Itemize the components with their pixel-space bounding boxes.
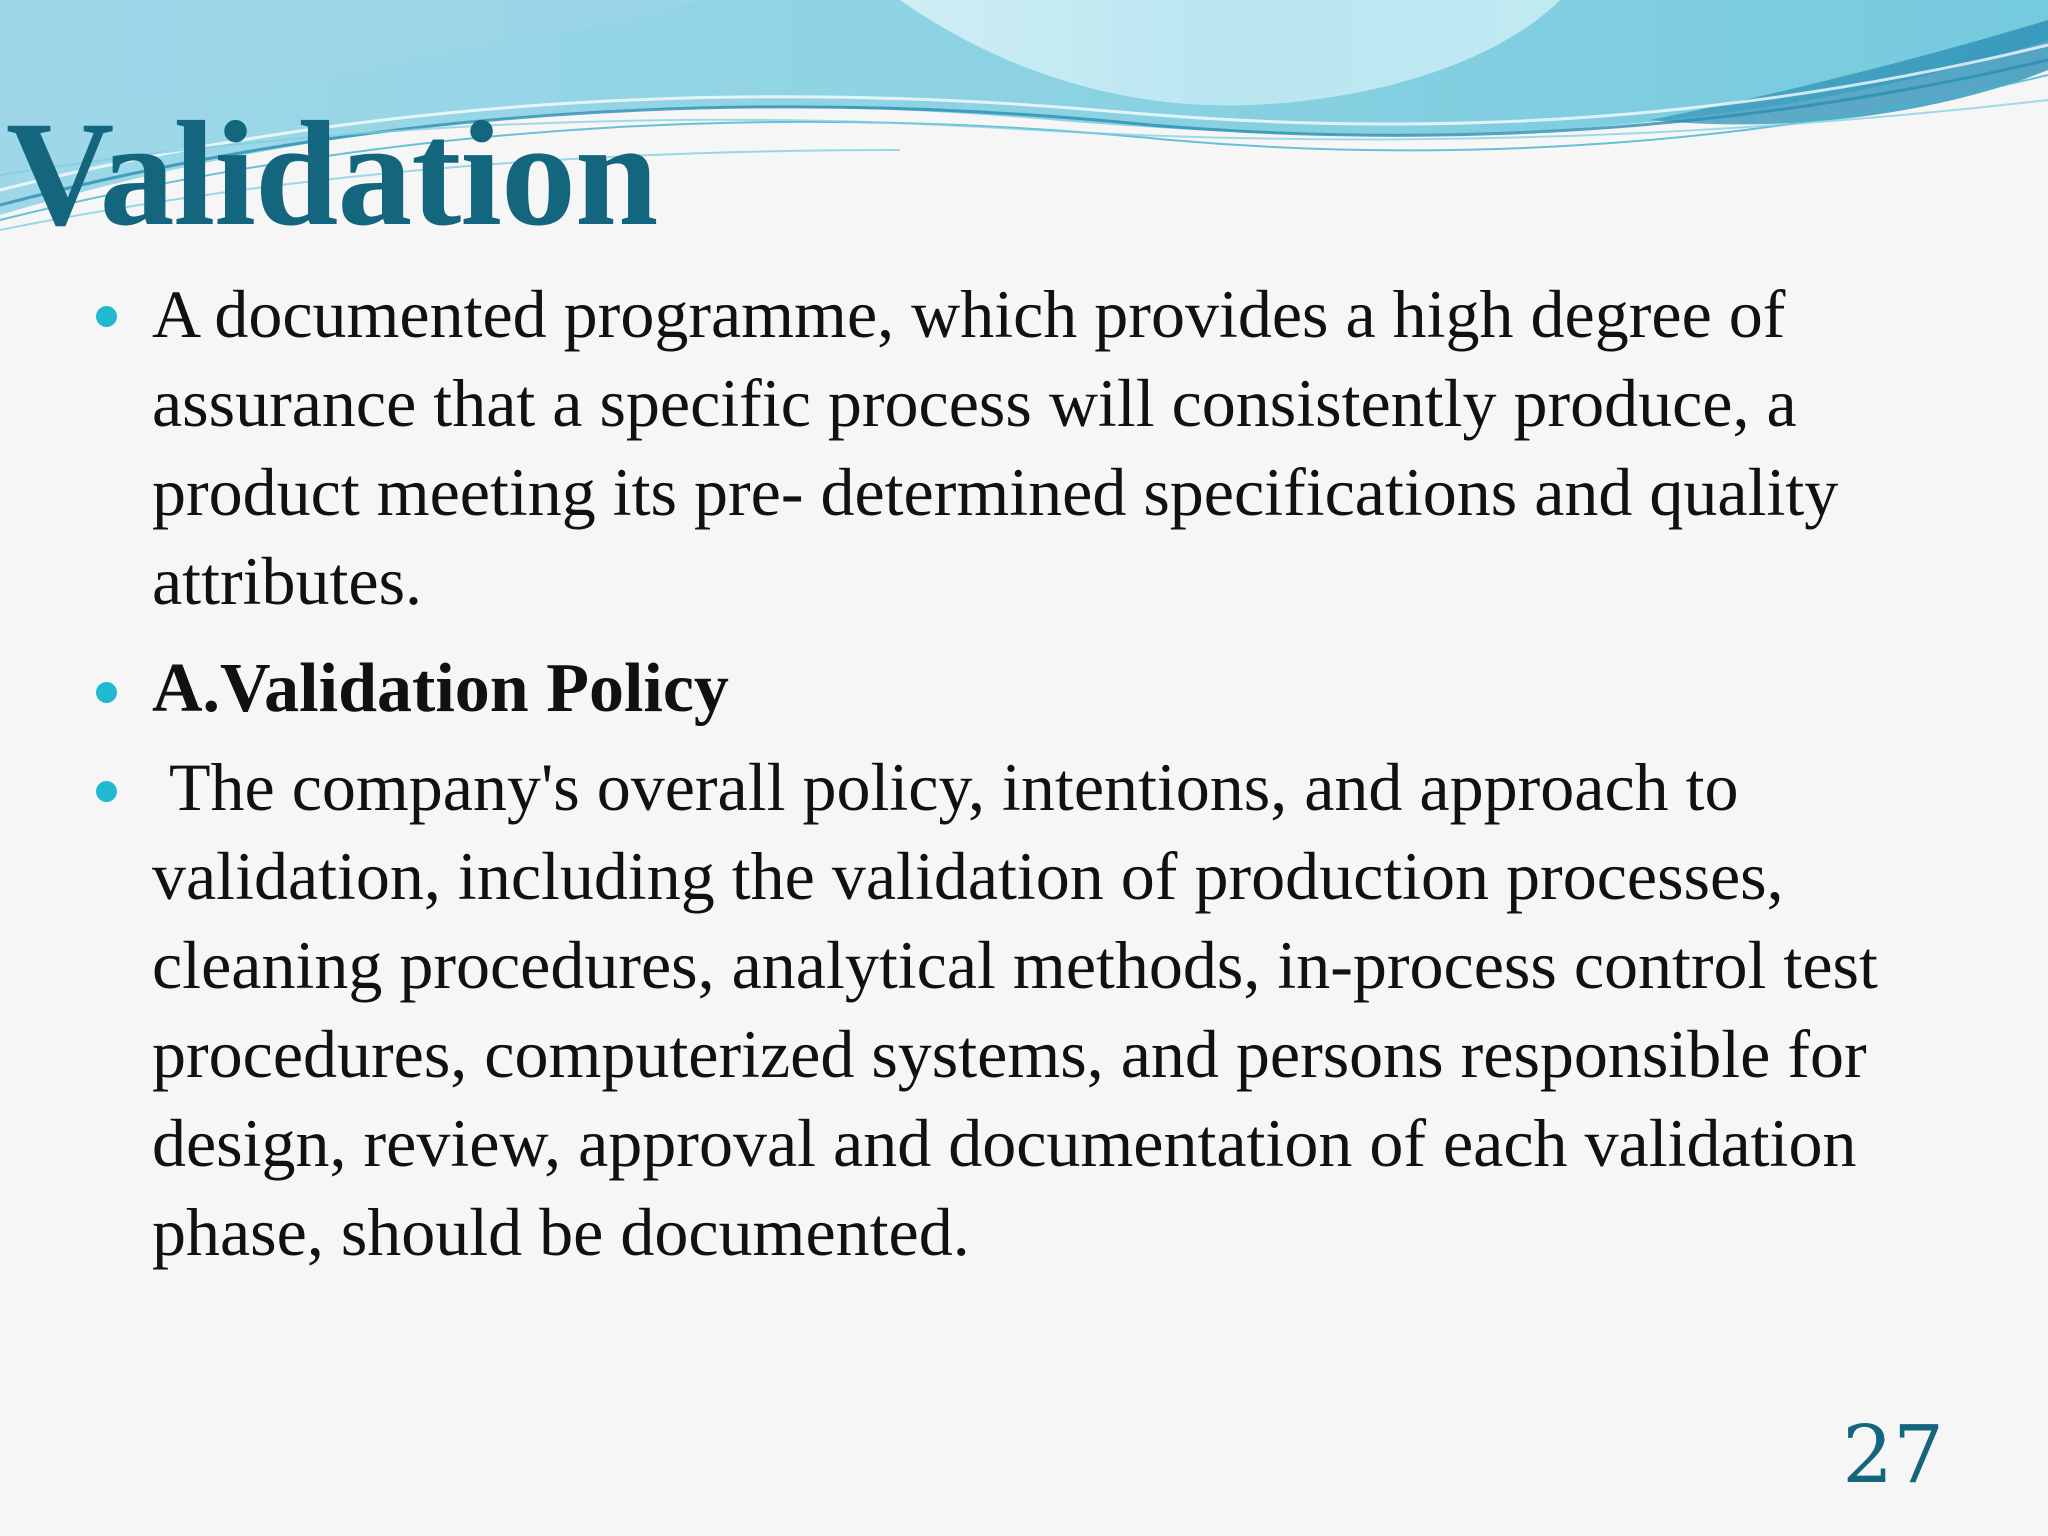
bullet-list — [96, 270, 1996, 1277]
bullet-item — [96, 743, 1996, 1277]
bullet-item — [96, 270, 1996, 626]
bullet-text: A documented programme, which provides a high degree of assurance that a specific process will consistently produce, a product meeting its pre- determined specifications and quality attributes. — [152, 276, 1839, 619]
bullet-item-heading — [96, 644, 1996, 733]
page-number: 27 — [1842, 1408, 1944, 1501]
slide-title: Validation — [6, 91, 658, 257]
bullet-dot-icon — [96, 306, 117, 327]
bullet-dot-icon — [96, 682, 117, 703]
bullet-text: The company's overall policy, intentions, and approach to validation, including the validation of production processes, cleaning procedures, analytical methods, in-process control test procedures, computerized systems, and persons responsible for design, review, approval and documentation of each validation phase, should be documented. — [152, 749, 1895, 1270]
bullet-dot-icon — [96, 781, 117, 802]
bullet-heading-text: A.Validation Policy — [152, 650, 729, 727]
